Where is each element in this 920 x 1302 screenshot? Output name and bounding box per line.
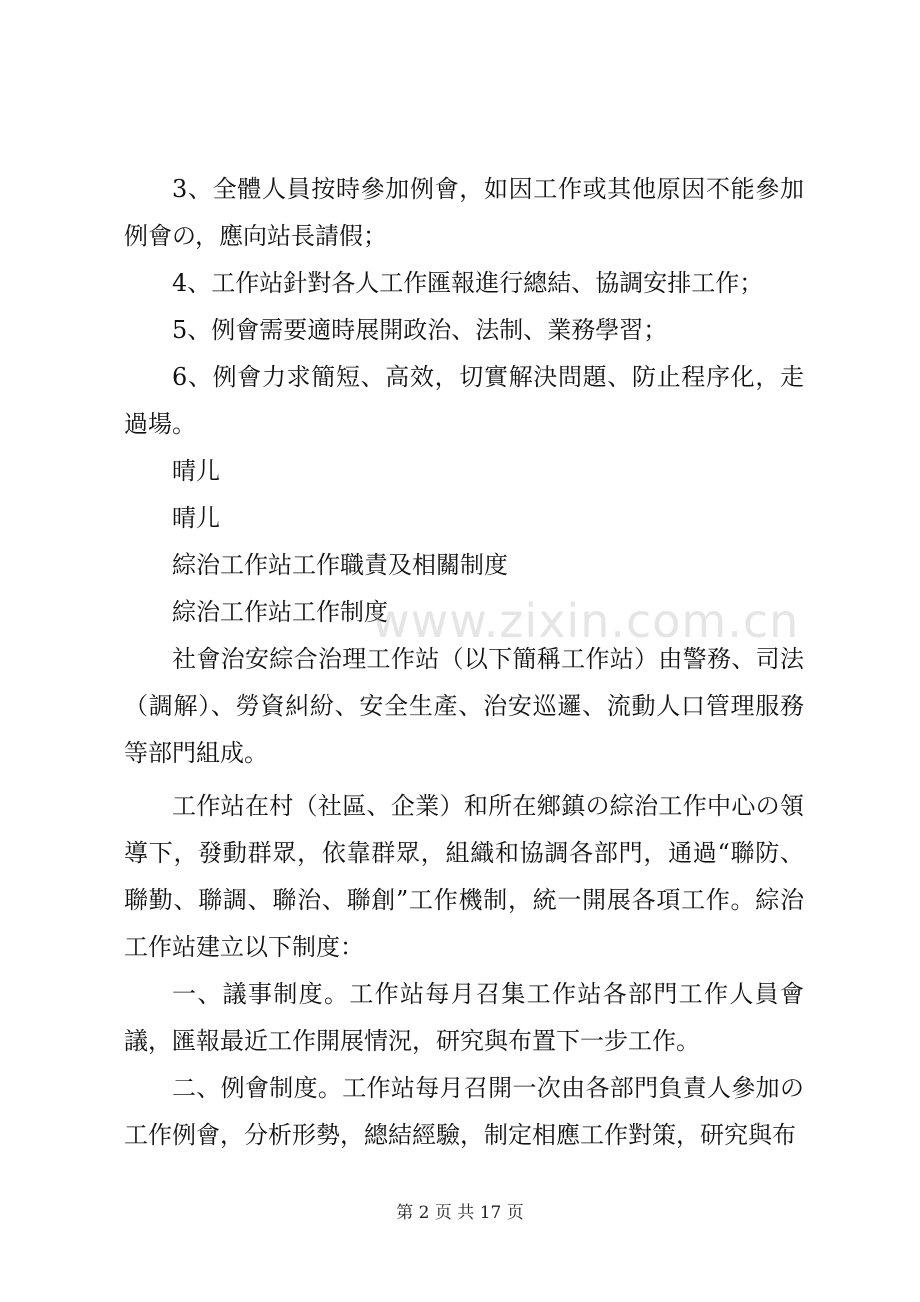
document-body — [124, 166, 804, 1159]
document-subheading: 綜治工作站工作制度 — [172, 598, 388, 626]
paragraph-name-1: 晴儿 — [172, 457, 220, 485]
page-number: 第 2 页 共 17 页 — [396, 1203, 524, 1223]
watermark-text: www.zixin.com.cn — [372, 594, 800, 648]
paragraph-rule-1: 一、議事制度。工作站每月召集工作站各部門工作人員會議，匯報最近工作開展情況，研究與布置下一步工作。 — [124, 980, 804, 1055]
paragraph-intro: 社會治安綜合治理工作站（以下簡稱工作站）由警務、司法（調解）、勞資糾紛、安全生產、治安巡邏、流動人口管理服務等部門組成。 — [124, 645, 804, 767]
document-heading: 綜治工作站工作職責及相關制度 — [172, 551, 508, 579]
paragraph-leadership: 工作站在村（社區、企業）和所在鄉鎮の綜治工作中心の領導下，發動群眾，依靠群眾，組織和協調各部門，通過“聯防、聯勤、聯調、聯治、聯創”工作機制，統一開展各項工作。綜治工作站建立以下制度： — [124, 792, 804, 961]
paragraph-rule-2: 二、例會制度。工作站每月召開一次由各部門負責人參加の工作例會，分析形勢，總結經驗，制定相應工作對策，研究與布 — [124, 1074, 804, 1149]
paragraph-item-4: 4、工作站針對各人工作匯報進行總結、協調安排工作； — [172, 269, 764, 297]
paragraph-item-5: 5、例會需要適時展開政治、法制、業務學習； — [172, 316, 668, 344]
paragraph-item-3: 3、全體人員按時參加例會，如因工作或其他原因不能參加例會の，應向站長請假； — [124, 175, 804, 250]
paragraph-item-6: 6、例會力求簡短、高效，切實解決問題、防止程序化，走過場。 — [124, 363, 804, 438]
paragraph-name-2: 晴儿 — [172, 504, 220, 532]
